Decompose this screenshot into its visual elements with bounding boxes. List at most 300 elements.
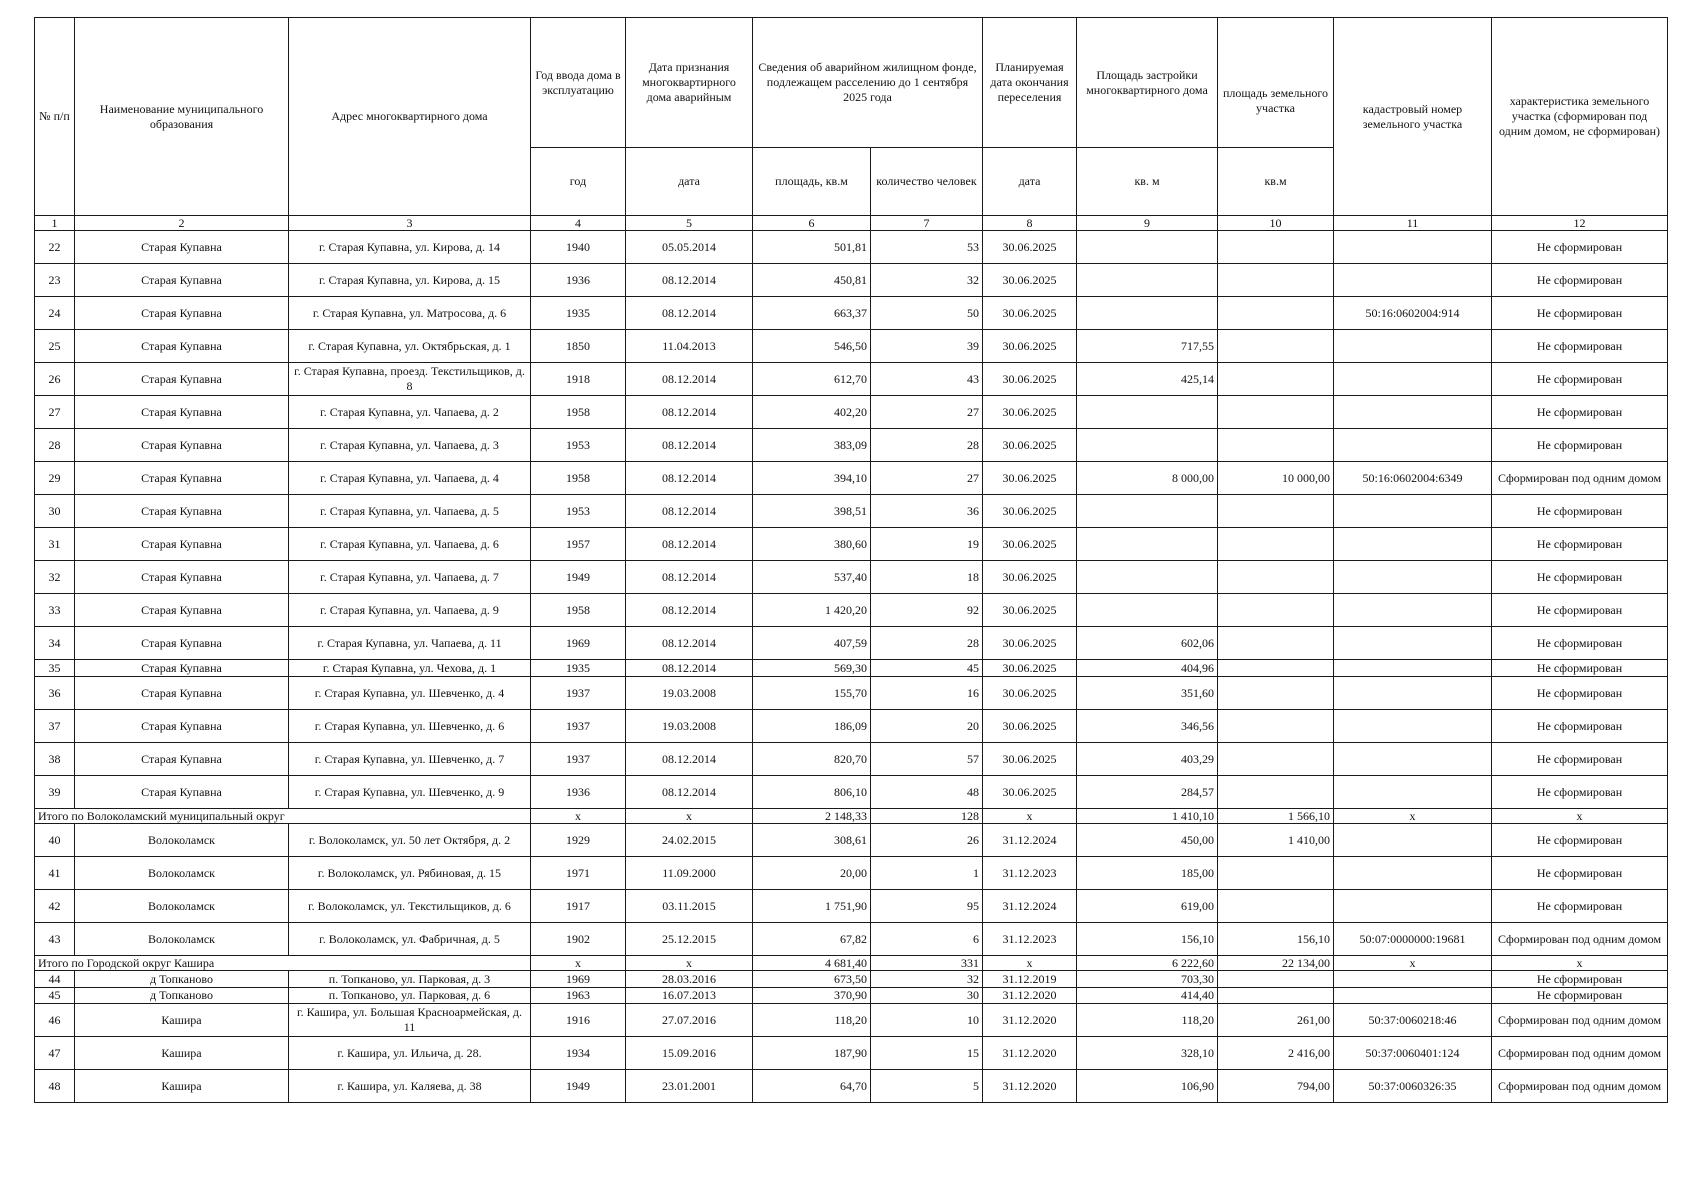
year-cell: 1958	[531, 462, 626, 495]
emergency-date-cell: 03.11.2015	[626, 890, 753, 923]
emergency-date-cell: 15.09.2016	[626, 1037, 753, 1070]
column-number-row	[35, 216, 1668, 231]
table-row	[35, 561, 1668, 594]
area-cell: 569,30	[753, 660, 871, 677]
cadastral-cell	[1334, 627, 1492, 660]
area-cell: 806,10	[753, 776, 871, 809]
address-cell: г. Кашира, ул. Ильича, д. 28.	[289, 1037, 531, 1070]
plot-area-cell	[1218, 677, 1334, 710]
people-cell: 92	[871, 594, 983, 627]
plot-area-cell	[1218, 627, 1334, 660]
building-area-cell	[1077, 264, 1218, 297]
area-cell: 380,60	[753, 528, 871, 561]
year-cell: 1902	[531, 923, 626, 956]
cadastral-cell	[1334, 824, 1492, 857]
cadastral-cell	[1334, 495, 1492, 528]
year-cell: 1918	[531, 363, 626, 396]
area-cell: 820,70	[753, 743, 871, 776]
cadastral-cell	[1334, 710, 1492, 743]
emergency-date-cell: 19.03.2008	[626, 677, 753, 710]
row-number: 40	[35, 824, 75, 857]
area-cell: 407,59	[753, 627, 871, 660]
people-cell: 26	[871, 824, 983, 857]
table-row	[35, 462, 1668, 495]
address-cell: г. Старая Купавна, ул. Шевченко, д. 4	[289, 677, 531, 710]
plot-status-cell: Не сформирован	[1492, 429, 1668, 462]
row-number: 42	[35, 890, 75, 923]
emergency-date-cell: 08.12.2014	[626, 627, 753, 660]
emergency-date-cell: 08.12.2014	[626, 429, 753, 462]
year-cell: 1940	[531, 231, 626, 264]
total-planned-date: x	[983, 956, 1077, 971]
planned-date-cell: 30.06.2025	[983, 743, 1077, 776]
emergency-date-cell: 25.12.2015	[626, 923, 753, 956]
building-area-cell: 156,10	[1077, 923, 1218, 956]
cadastral-cell: 50:16:0602004:6349	[1334, 462, 1492, 495]
building-area-cell: 346,56	[1077, 710, 1218, 743]
year-cell: 1917	[531, 890, 626, 923]
plot-status-cell: Не сформирован	[1492, 528, 1668, 561]
address-cell: г. Старая Купавна, ул. Чапаева, д. 5	[289, 495, 531, 528]
plot-status-cell: Сформирован под одним домом	[1492, 1004, 1668, 1037]
area-cell: 450,81	[753, 264, 871, 297]
plot-status-cell: Не сформирован	[1492, 971, 1668, 988]
total-row	[35, 956, 1668, 971]
plot-area-cell: 2 416,00	[1218, 1037, 1334, 1070]
emergency-date-cell: 08.12.2014	[626, 495, 753, 528]
municipality-cell: Волоколамск	[75, 923, 289, 956]
area-cell: 118,20	[753, 1004, 871, 1037]
row-number: 31	[35, 528, 75, 561]
plot-area-cell	[1218, 561, 1334, 594]
table-row	[35, 710, 1668, 743]
total-label: Итого по Волоколамский муниципальный округ	[35, 809, 531, 824]
column-number: 5	[626, 216, 753, 231]
building-area-cell: 703,30	[1077, 971, 1218, 988]
municipality-cell: Старая Купавна	[75, 297, 289, 330]
municipality-cell: Старая Купавна	[75, 677, 289, 710]
building-area-cell: 425,14	[1077, 363, 1218, 396]
planned-date-cell: 30.06.2025	[983, 396, 1077, 429]
people-cell: 32	[871, 264, 983, 297]
building-area-cell: 328,10	[1077, 1037, 1218, 1070]
emergency-date-cell: 28.03.2016	[626, 971, 753, 988]
plot-area-cell	[1218, 988, 1334, 1004]
year-cell: 1949	[531, 1070, 626, 1103]
building-area-cell: 106,90	[1077, 1070, 1218, 1103]
total-planned-date: x	[983, 809, 1077, 824]
column-number: 1	[35, 216, 75, 231]
plot-area-cell	[1218, 660, 1334, 677]
address-cell: г. Старая Купавна, ул. Чапаева, д. 4	[289, 462, 531, 495]
year-cell: 1963	[531, 988, 626, 1004]
emergency-date-cell: 08.12.2014	[626, 297, 753, 330]
column-number: 11	[1334, 216, 1492, 231]
col-header-municipality: Наименование муниципального образования	[75, 18, 289, 216]
year-cell: 1958	[531, 396, 626, 429]
address-cell: г. Старая Купавна, ул. Чехова, д. 1	[289, 660, 531, 677]
plot-status-cell: Не сформирован	[1492, 660, 1668, 677]
year-cell: 1935	[531, 660, 626, 677]
area-cell: 546,50	[753, 330, 871, 363]
address-cell: г. Старая Купавна, проезд. Текстильщиков, д. 8	[289, 363, 531, 396]
subheader-date: дата	[626, 148, 753, 216]
emergency-date-cell: 08.12.2014	[626, 264, 753, 297]
emergency-date-cell: 08.12.2014	[626, 462, 753, 495]
total-people: 128	[871, 809, 983, 824]
plot-area-cell	[1218, 776, 1334, 809]
people-cell: 95	[871, 890, 983, 923]
column-number: 8	[983, 216, 1077, 231]
emergency-date-cell: 11.09.2000	[626, 857, 753, 890]
year-cell: 1850	[531, 330, 626, 363]
municipality-cell: Старая Купавна	[75, 528, 289, 561]
column-number: 6	[753, 216, 871, 231]
row-number: 48	[35, 1070, 75, 1103]
cadastral-cell	[1334, 890, 1492, 923]
total-label: Итого по Городской округ Кашира	[35, 956, 531, 971]
area-cell: 67,82	[753, 923, 871, 956]
row-number: 44	[35, 971, 75, 988]
plot-area-cell	[1218, 429, 1334, 462]
planned-date-cell: 30.06.2025	[983, 561, 1077, 594]
plot-status-cell: Не сформирован	[1492, 297, 1668, 330]
planned-date-cell: 30.06.2025	[983, 231, 1077, 264]
area-cell: 398,51	[753, 495, 871, 528]
column-number: 2	[75, 216, 289, 231]
table-row	[35, 971, 1668, 988]
municipality-cell: Старая Купавна	[75, 627, 289, 660]
year-cell: 1937	[531, 743, 626, 776]
table-row	[35, 396, 1668, 429]
building-area-cell: 717,55	[1077, 330, 1218, 363]
planned-date-cell: 30.06.2025	[983, 330, 1077, 363]
planned-date-cell: 30.06.2025	[983, 627, 1077, 660]
building-area-cell: 8 000,00	[1077, 462, 1218, 495]
year-cell: 1916	[531, 1004, 626, 1037]
building-area-cell: 619,00	[1077, 890, 1218, 923]
address-cell: г. Старая Купавна, ул. Кирова, д. 15	[289, 264, 531, 297]
col-header-emergency-date: Дата признания многоквартирного дома аварийным	[626, 18, 753, 148]
municipality-cell: д Топканово	[75, 988, 289, 1004]
people-cell: 20	[871, 710, 983, 743]
row-number: 41	[35, 857, 75, 890]
plot-status-cell: Сформирован под одним домом	[1492, 1037, 1668, 1070]
year-cell: 1937	[531, 677, 626, 710]
row-number: 28	[35, 429, 75, 462]
address-cell: г. Волоколамск, ул. Фабричная, д. 5	[289, 923, 531, 956]
year-cell: 1958	[531, 594, 626, 627]
table-row	[35, 857, 1668, 890]
people-cell: 50	[871, 297, 983, 330]
year-cell: 1936	[531, 776, 626, 809]
subheader-plot-sqm: кв.м	[1218, 148, 1334, 216]
plot-status-cell: Не сформирован	[1492, 890, 1668, 923]
area-cell: 1 751,90	[753, 890, 871, 923]
emergency-date-cell: 08.12.2014	[626, 396, 753, 429]
subheader-people-count: количество человек	[871, 148, 983, 216]
table-row	[35, 677, 1668, 710]
col-header-address: Адрес многоквартирного дома	[289, 18, 531, 216]
cadastral-cell: 50:16:0602004:914	[1334, 297, 1492, 330]
table-row	[35, 660, 1668, 677]
plot-area-cell	[1218, 297, 1334, 330]
plot-status-cell: Сформирован под одним домом	[1492, 462, 1668, 495]
municipality-cell: Старая Купавна	[75, 462, 289, 495]
cadastral-cell	[1334, 561, 1492, 594]
planned-date-cell: 30.06.2025	[983, 528, 1077, 561]
table-row	[35, 776, 1668, 809]
plot-status-cell: Не сформирован	[1492, 677, 1668, 710]
area-cell: 612,70	[753, 363, 871, 396]
planned-date-cell: 31.12.2024	[983, 890, 1077, 923]
address-cell: г. Волоколамск, ул. 50 лет Октября, д. 2	[289, 824, 531, 857]
subheader-year: год	[531, 148, 626, 216]
address-cell: г. Старая Купавна, ул. Чапаева, д. 6	[289, 528, 531, 561]
municipality-cell: Старая Купавна	[75, 776, 289, 809]
table-row	[35, 231, 1668, 264]
area-cell: 187,90	[753, 1037, 871, 1070]
total-plot-area: 1 566,10	[1218, 809, 1334, 824]
area-cell: 308,61	[753, 824, 871, 857]
address-cell: г. Кашира, ул. Большая Красноармейская, д. 11	[289, 1004, 531, 1037]
plot-area-cell: 10 000,00	[1218, 462, 1334, 495]
people-cell: 48	[871, 776, 983, 809]
row-number: 39	[35, 776, 75, 809]
year-cell: 1971	[531, 857, 626, 890]
row-number: 47	[35, 1037, 75, 1070]
total-plot-status: x	[1492, 809, 1668, 824]
plot-status-cell: Не сформирован	[1492, 264, 1668, 297]
table-row	[35, 297, 1668, 330]
plot-area-cell	[1218, 890, 1334, 923]
planned-date-cell: 30.06.2025	[983, 776, 1077, 809]
cadastral-cell: 50:37:0060218:46	[1334, 1004, 1492, 1037]
planned-date-cell: 31.12.2020	[983, 988, 1077, 1004]
plot-area-cell	[1218, 330, 1334, 363]
col-header-number: № п/п	[35, 18, 75, 216]
people-cell: 19	[871, 528, 983, 561]
table-row	[35, 1070, 1668, 1103]
total-building-area: 6 222,60	[1077, 956, 1218, 971]
address-cell: г. Кашира, ул. Каляева, д. 38	[289, 1070, 531, 1103]
table-row	[35, 890, 1668, 923]
building-area-cell: 118,20	[1077, 1004, 1218, 1037]
municipality-cell: Старая Купавна	[75, 264, 289, 297]
people-cell: 28	[871, 627, 983, 660]
col-header-year-built: Год ввода дома в эксплуатацию	[531, 18, 626, 148]
plot-status-cell: Сформирован под одним домом	[1492, 1070, 1668, 1103]
municipality-cell: Старая Купавна	[75, 594, 289, 627]
area-cell: 370,90	[753, 988, 871, 1004]
emergency-date-cell: 08.12.2014	[626, 363, 753, 396]
people-cell: 36	[871, 495, 983, 528]
address-cell: г. Старая Купавна, ул. Чапаева, д. 7	[289, 561, 531, 594]
emergency-date-cell: 08.12.2014	[626, 743, 753, 776]
cadastral-cell	[1334, 528, 1492, 561]
total-area: 4 681,40	[753, 956, 871, 971]
year-cell: 1949	[531, 561, 626, 594]
plot-area-cell	[1218, 396, 1334, 429]
year-cell: 1957	[531, 528, 626, 561]
address-cell: п. Топканово, ул. Парковая, д. 6	[289, 988, 531, 1004]
column-number: 10	[1218, 216, 1334, 231]
plot-status-cell: Не сформирован	[1492, 330, 1668, 363]
col-header-emergency-fund: Сведения об аварийном жилищном фонде, подлежащем расселению до 1 сентября 2025 года	[753, 18, 983, 148]
address-cell: п. Топканово, ул. Парковая, д. 3	[289, 971, 531, 988]
plot-area-cell	[1218, 971, 1334, 988]
municipality-cell: Старая Купавна	[75, 396, 289, 429]
year-cell: 1969	[531, 971, 626, 988]
emergency-date-cell: 24.02.2015	[626, 824, 753, 857]
municipality-cell: Кашира	[75, 1070, 289, 1103]
row-number: 30	[35, 495, 75, 528]
register-sheet	[34, 17, 1668, 1103]
people-cell: 45	[871, 660, 983, 677]
municipality-cell: Старая Купавна	[75, 429, 289, 462]
plot-area-cell	[1218, 528, 1334, 561]
year-cell: 1937	[531, 710, 626, 743]
year-cell: 1953	[531, 495, 626, 528]
table-row	[35, 743, 1668, 776]
cadastral-cell	[1334, 330, 1492, 363]
cadastral-cell	[1334, 677, 1492, 710]
planned-date-cell: 30.06.2025	[983, 363, 1077, 396]
address-cell: г. Старая Купавна, ул. Чапаева, д. 3	[289, 429, 531, 462]
area-cell: 402,20	[753, 396, 871, 429]
address-cell: г. Старая Купавна, ул. Шевченко, д. 7	[289, 743, 531, 776]
municipality-cell: Старая Купавна	[75, 561, 289, 594]
address-cell: г. Старая Купавна, ул. Чапаева, д. 9	[289, 594, 531, 627]
area-cell: 64,70	[753, 1070, 871, 1103]
cadastral-cell	[1334, 660, 1492, 677]
cadastral-cell	[1334, 857, 1492, 890]
people-cell: 10	[871, 1004, 983, 1037]
municipality-cell: Старая Купавна	[75, 231, 289, 264]
planned-date-cell: 30.06.2025	[983, 660, 1077, 677]
address-cell: г. Волоколамск, ул. Рябиновая, д. 15	[289, 857, 531, 890]
row-number: 37	[35, 710, 75, 743]
total-plot-status: x	[1492, 956, 1668, 971]
building-area-cell	[1077, 297, 1218, 330]
cadastral-cell	[1334, 429, 1492, 462]
year-cell: 1969	[531, 627, 626, 660]
subheader-planned-date: дата	[983, 148, 1077, 216]
emergency-date-cell: 08.12.2014	[626, 776, 753, 809]
table-row	[35, 528, 1668, 561]
planned-date-cell: 30.06.2025	[983, 594, 1077, 627]
plot-area-cell: 261,00	[1218, 1004, 1334, 1037]
cadastral-cell: 50:37:0060326:35	[1334, 1070, 1492, 1103]
plot-area-cell	[1218, 710, 1334, 743]
plot-area-cell	[1218, 495, 1334, 528]
emergency-date-cell: 19.03.2008	[626, 710, 753, 743]
area-cell: 663,37	[753, 297, 871, 330]
row-number: 33	[35, 594, 75, 627]
emergency-date-cell: 08.12.2014	[626, 660, 753, 677]
building-area-cell: 403,29	[1077, 743, 1218, 776]
table-row	[35, 429, 1668, 462]
planned-date-cell: 30.06.2025	[983, 429, 1077, 462]
table-row	[35, 330, 1668, 363]
address-cell: г. Старая Купавна, ул. Октябрьская, д. 1	[289, 330, 531, 363]
people-cell: 30	[871, 988, 983, 1004]
area-cell: 383,09	[753, 429, 871, 462]
plot-status-cell: Не сформирован	[1492, 396, 1668, 429]
col-header-plot-area: площадь земельного участка	[1218, 18, 1334, 148]
year-cell: 1953	[531, 429, 626, 462]
address-cell: г. Старая Купавна, ул. Матросова, д. 6	[289, 297, 531, 330]
total-building-area: 1 410,10	[1077, 809, 1218, 824]
building-area-cell	[1077, 561, 1218, 594]
cadastral-cell	[1334, 264, 1492, 297]
planned-date-cell: 31.12.2019	[983, 971, 1077, 988]
people-cell: 15	[871, 1037, 983, 1070]
people-cell: 39	[871, 330, 983, 363]
emergency-date-cell: 05.05.2014	[626, 231, 753, 264]
planned-date-cell: 31.12.2023	[983, 923, 1077, 956]
year-cell: 1929	[531, 824, 626, 857]
planned-date-cell: 30.06.2025	[983, 462, 1077, 495]
plot-status-cell: Не сформирован	[1492, 594, 1668, 627]
plot-status-cell: Не сформирован	[1492, 627, 1668, 660]
cadastral-cell: 50:07:0000000:19681	[1334, 923, 1492, 956]
plot-status-cell: Не сформирован	[1492, 363, 1668, 396]
cadastral-cell	[1334, 594, 1492, 627]
emergency-date-cell: 11.04.2013	[626, 330, 753, 363]
row-number: 29	[35, 462, 75, 495]
plot-status-cell: Сформирован под одним домом	[1492, 923, 1668, 956]
row-number: 32	[35, 561, 75, 594]
planned-date-cell: 31.12.2023	[983, 857, 1077, 890]
column-number: 3	[289, 216, 531, 231]
emergency-date-cell: 08.12.2014	[626, 594, 753, 627]
plot-status-cell: Не сформирован	[1492, 776, 1668, 809]
plot-area-cell: 1 410,00	[1218, 824, 1334, 857]
municipality-cell: Старая Купавна	[75, 495, 289, 528]
address-cell: г. Старая Купавна, ул. Чапаева, д. 11	[289, 627, 531, 660]
row-number: 46	[35, 1004, 75, 1037]
row-number: 43	[35, 923, 75, 956]
people-cell: 27	[871, 462, 983, 495]
planned-date-cell: 31.12.2020	[983, 1037, 1077, 1070]
address-cell: г. Старая Купавна, ул. Чапаева, д. 2	[289, 396, 531, 429]
table-row	[35, 923, 1668, 956]
row-number: 22	[35, 231, 75, 264]
people-cell: 16	[871, 677, 983, 710]
planned-date-cell: 31.12.2020	[983, 1070, 1077, 1103]
emergency-date-cell: 08.12.2014	[626, 561, 753, 594]
people-cell: 1	[871, 857, 983, 890]
building-area-cell	[1077, 495, 1218, 528]
building-area-cell: 602,06	[1077, 627, 1218, 660]
planned-date-cell: 30.06.2025	[983, 264, 1077, 297]
year-cell: 1935	[531, 297, 626, 330]
municipality-cell: Волоколамск	[75, 857, 289, 890]
plot-area-cell: 794,00	[1218, 1070, 1334, 1103]
emergency-housing-table	[34, 17, 1668, 1103]
people-cell: 43	[871, 363, 983, 396]
emergency-date-cell: 27.07.2016	[626, 1004, 753, 1037]
building-area-cell: 414,40	[1077, 988, 1218, 1004]
row-number: 38	[35, 743, 75, 776]
people-cell: 5	[871, 1070, 983, 1103]
column-number: 12	[1492, 216, 1668, 231]
emergency-date-cell: 16.07.2013	[626, 988, 753, 1004]
people-cell: 18	[871, 561, 983, 594]
row-number: 27	[35, 396, 75, 429]
planned-date-cell: 31.12.2024	[983, 824, 1077, 857]
